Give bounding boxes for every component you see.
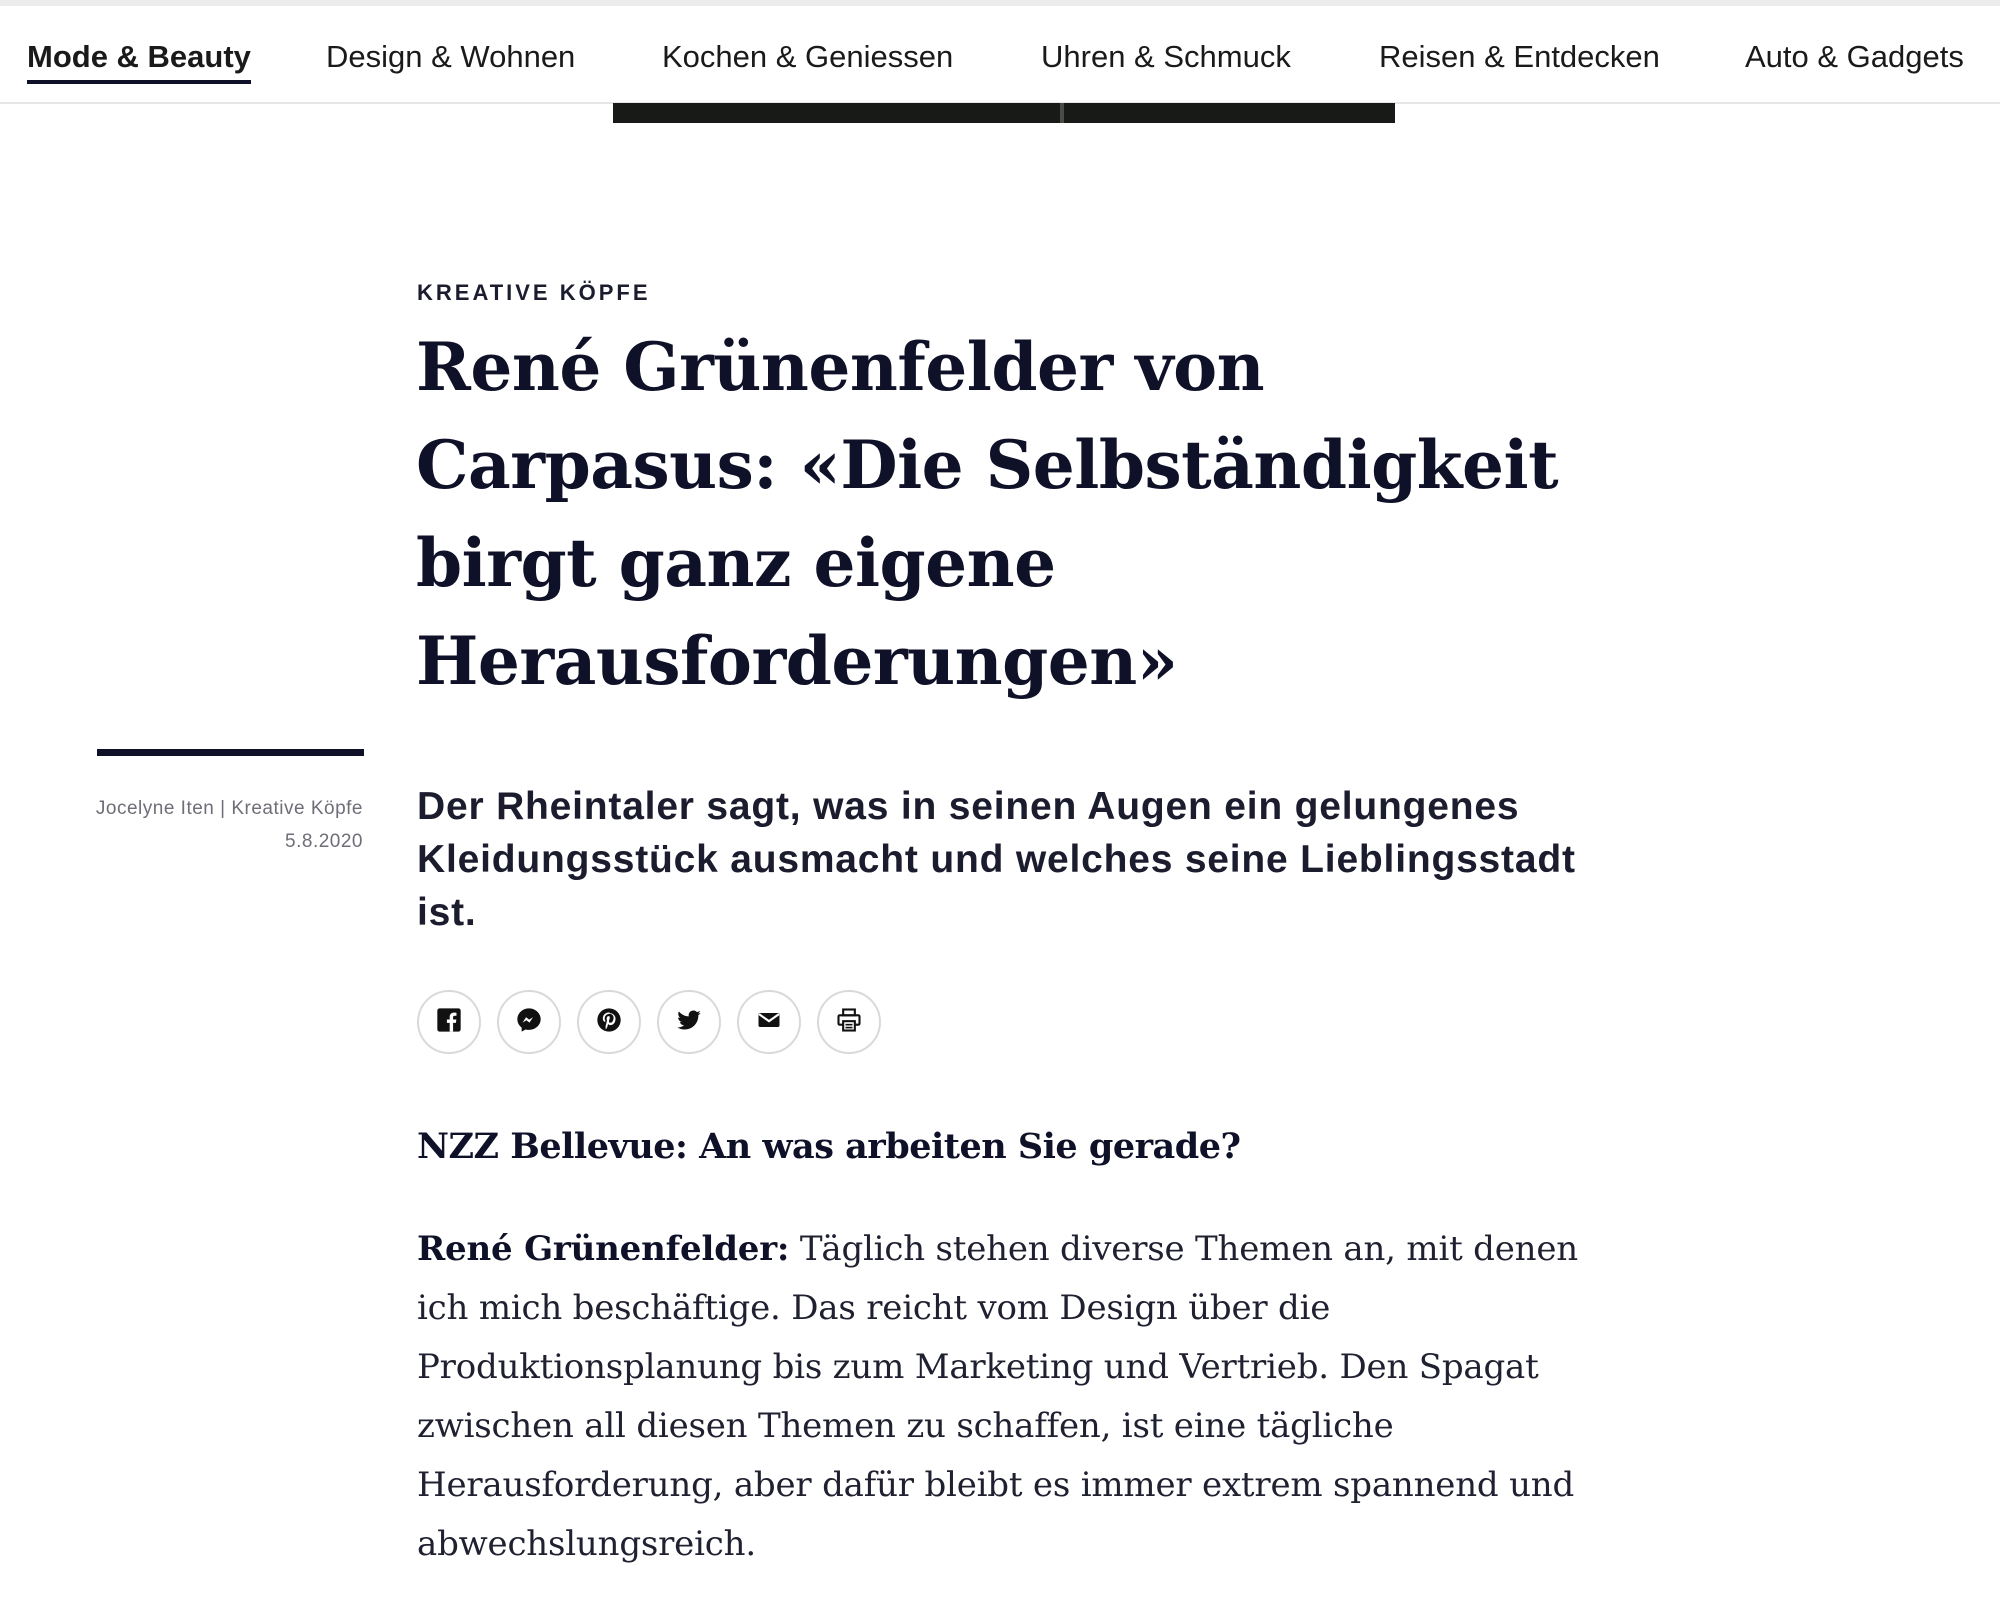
share-print-button[interactable]: [817, 990, 881, 1054]
nav-item-reisen-entdecken[interactable]: Reisen & Entdecken: [1379, 39, 1660, 74]
share-mail-button[interactable]: [737, 990, 801, 1054]
interview-question: NZZ Bellevue: An was arbeiten Sie gerade?: [417, 1126, 1241, 1167]
twitter-icon: [675, 1006, 703, 1039]
nav-item-mode-beauty[interactable]: Mode & Beauty: [27, 34, 251, 80]
share-messenger-button[interactable]: [497, 990, 561, 1054]
nav-item-design-wohnen[interactable]: Design & Wohnen: [326, 39, 576, 74]
mail-icon: [755, 1006, 783, 1039]
nav-item-kochen-geniessen[interactable]: Kochen & Geniessen: [662, 39, 954, 74]
article-meta: [20, 792, 363, 858]
answer-text: Täglich stehen diverse Themen an, mit denen ich mich beschäftige. Das reicht vom Design über die Produktionsplanung bis zum Marketing und Vertrieb. Den Spagat zwischen all diesen Themen zu schaffen, ist eine tägliche Herausforderung, aber dafür bleibt es immer extrem spannend und abwechslungsreich.: [417, 1229, 1578, 1564]
article-date: 5.8.2020: [285, 831, 363, 852]
nav-item-auto-gadgets[interactable]: Auto & Gadgets: [1745, 39, 1964, 74]
meta-divider: [97, 749, 364, 756]
print-icon: [835, 1006, 863, 1039]
article-kicker[interactable]: KREATIVE KÖPFE: [417, 280, 651, 305]
share-facebook-button[interactable]: [417, 990, 481, 1054]
article-lead: Der Rheintaler sagt, was in seinen Augen ein gelungenes Kleidungsstück ausmacht und welches seine Lieblingsstadt ist.: [417, 785, 1576, 934]
answer-speaker: René Grünenfelder:: [417, 1229, 790, 1269]
hero-image-bottom-edge: [613, 103, 1395, 123]
facebook-icon: [435, 1006, 463, 1039]
share-pinterest-button[interactable]: [577, 990, 641, 1054]
hero-image-detail: [1060, 103, 1064, 123]
interview-answer: [417, 1220, 1597, 1574]
article-byline[interactable]: Jocelyne Iten | Kreative Köpfe: [95, 798, 363, 819]
messenger-icon: [515, 1006, 543, 1039]
category-nav: [0, 6, 2000, 104]
share-twitter-button[interactable]: [657, 990, 721, 1054]
pinterest-icon: [595, 1006, 623, 1039]
article-title: René Grünenfelder von Carpasus: «Die Selbständigkeit birgt ganz eigene Herausforderungen»: [416, 328, 1559, 700]
nav-item-uhren-schmuck[interactable]: Uhren & Schmuck: [1041, 39, 1291, 74]
